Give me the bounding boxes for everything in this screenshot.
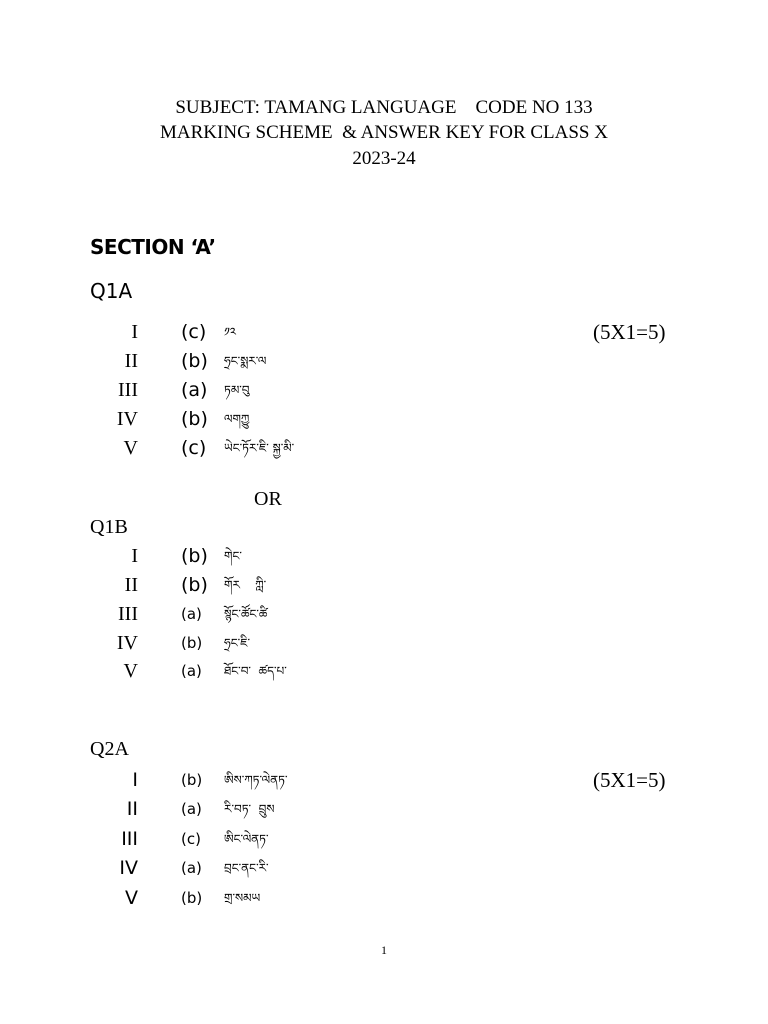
page-number: 1 <box>381 943 387 957</box>
item-option: (a) <box>181 800 202 818</box>
item-number: IV <box>116 632 138 654</box>
item-number: III <box>121 828 138 850</box>
item-option: (a) <box>181 859 202 877</box>
answer-row <box>0 766 768 794</box>
answer-row <box>0 405 768 433</box>
question-label-q1b: Q1B <box>90 516 128 538</box>
item-option: (c) <box>181 437 207 459</box>
item-answer: ཐོང་བ་ ཚད་པ་ <box>224 664 287 678</box>
item-number: V <box>125 887 138 909</box>
item-answer: གྲ་སམཡ <box>224 891 261 905</box>
item-number: III <box>118 379 138 401</box>
item-number: I <box>132 769 138 791</box>
item-answer: ཧྲང་ཇི་ <box>224 636 251 650</box>
item-answer: བྲང་ནང་རི་ <box>224 861 269 875</box>
item-answer: ༡༢ <box>224 325 237 339</box>
item-option: (b) <box>181 408 208 430</box>
item-number: IV <box>116 408 138 430</box>
item-answer: སྙོང་ཚོང་ཚི <box>224 607 268 621</box>
answer-row <box>0 376 768 404</box>
item-answer: ཡེང་ཏོར་ཇི་ སྐྱ་མི་ <box>224 441 295 455</box>
item-number: II <box>124 350 138 372</box>
item-answer: ལགཀྱུ <box>224 412 250 426</box>
header-year-line: 2023-24 <box>352 148 416 169</box>
item-answer: ཏམ་བུ <box>224 383 250 397</box>
item-number: V <box>123 437 138 459</box>
question-label-q1a: Q1A <box>90 279 133 303</box>
answer-row <box>0 884 768 912</box>
header-marking-scheme-line: MARKING SCHEME & ANSWER KEY FOR CLASS X <box>160 122 608 143</box>
item-option: (b) <box>181 545 208 567</box>
item-number: IV <box>119 857 138 879</box>
item-answer: ཨིས་ཀཏ་ལེནཏ་ <box>224 773 288 787</box>
answer-row <box>0 434 768 462</box>
section-title: SECTION ‘A’ <box>90 235 216 259</box>
answer-row <box>0 600 768 628</box>
answer-row <box>0 657 768 685</box>
item-number: I <box>131 321 138 343</box>
item-number: I <box>131 545 138 567</box>
item-option: (a) <box>181 379 208 401</box>
answer-row <box>0 571 768 599</box>
item-answer: ཧྲང་སྨར་ལ <box>224 354 267 368</box>
item-answer: གེང་ <box>224 549 242 563</box>
answer-row <box>0 318 768 346</box>
answer-row <box>0 854 768 882</box>
header-subject-line: SUBJECT: TAMANG LANGUAGE CODE NO 133 <box>175 97 593 118</box>
item-answer: རི་བཏ་ བྲུས <box>224 802 275 816</box>
item-number: III <box>118 603 138 625</box>
item-option: (b) <box>181 350 208 372</box>
item-number: V <box>123 660 138 682</box>
item-option: (b) <box>181 771 203 789</box>
item-option: (a) <box>181 662 202 680</box>
item-option: (b) <box>181 574 208 596</box>
answer-row <box>0 629 768 657</box>
answer-row <box>0 542 768 570</box>
item-option: (b) <box>181 634 203 652</box>
answer-row <box>0 825 768 853</box>
item-answer: གོར ཀླི་ <box>224 578 267 592</box>
marks-q1a: (5X1=5) <box>593 320 666 344</box>
item-option: (c) <box>181 321 207 343</box>
item-answer: ཨིང་ལེནཏ་ <box>224 832 269 846</box>
answer-row <box>0 795 768 823</box>
question-label-q2a: Q2A <box>90 738 129 760</box>
item-number: II <box>124 574 138 596</box>
item-option: (a) <box>181 605 202 623</box>
answer-row <box>0 347 768 375</box>
marks-q2a: (5X1=5) <box>593 768 666 792</box>
or-label: OR <box>254 488 282 510</box>
item-option: (b) <box>181 889 203 907</box>
item-option: (c) <box>181 830 201 848</box>
item-number: II <box>126 798 138 820</box>
